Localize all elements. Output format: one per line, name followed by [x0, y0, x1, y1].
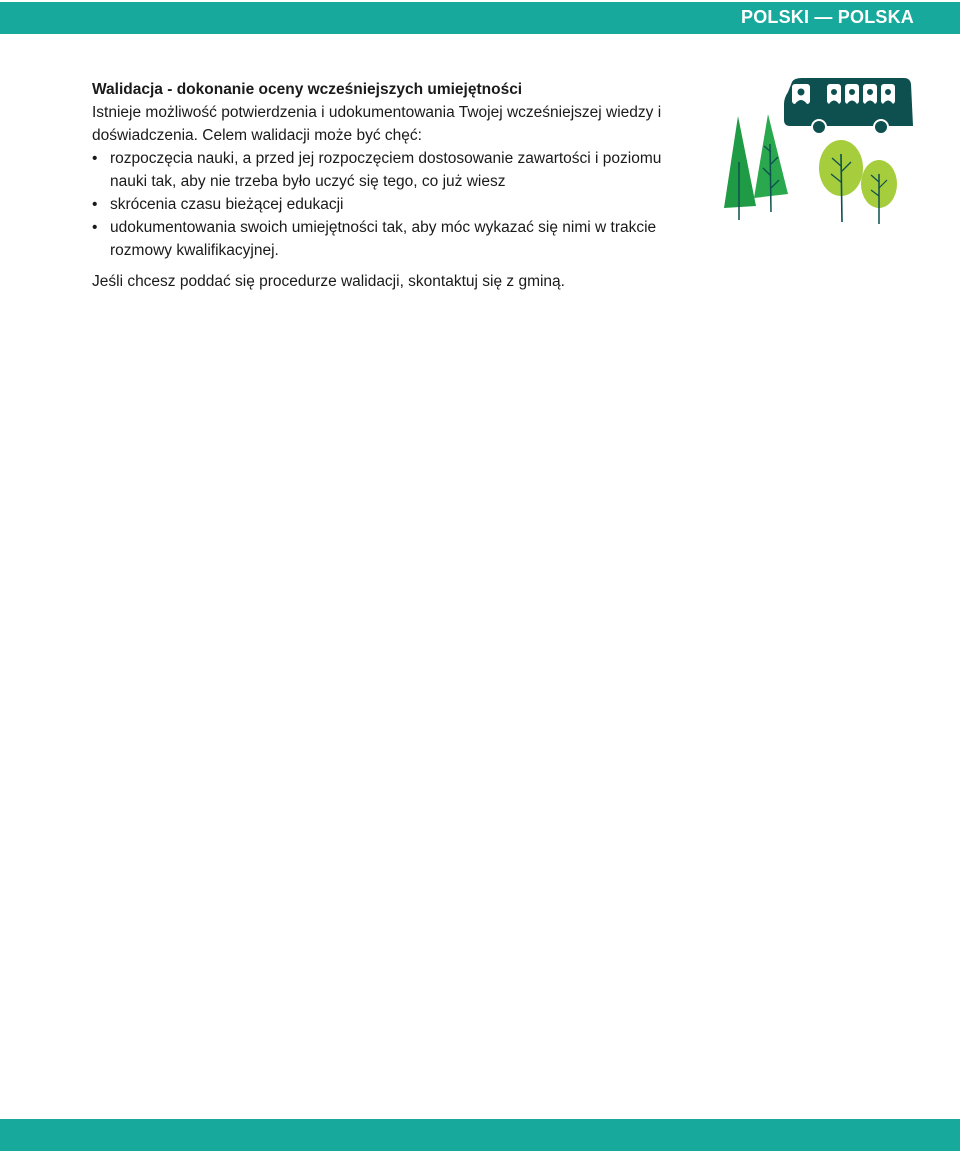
bullet-icon: •	[92, 150, 98, 167]
bullet-icon: •	[92, 219, 98, 236]
list-item-text: rozpoczęcia nauki, a przed jej rozpoczęciem dostosowanie zawartości i poziomu nauki tak, aby nie trzeba było uczyć się tego, co już wiesz	[110, 150, 662, 190]
list-item-text: skrócenia czasu bieżącej edukacji	[110, 196, 344, 213]
bus-wheel-back	[874, 120, 888, 134]
round-tree-icon	[819, 140, 897, 224]
list-item	[92, 193, 672, 216]
section-outro: Jeśli chcesz poddać się procedurze walidacji, skontaktuj się z gminą.	[92, 273, 565, 290]
bottom-banner	[0, 1119, 960, 1151]
list-item	[92, 147, 672, 193]
section-heading: Walidacja - dokonanie oceny wcześniejszych umiejętności	[92, 81, 523, 98]
passenger-head	[867, 89, 873, 95]
list-item-text: udokumentowania swoich umiejętności tak, aby móc wykazać się nimi w trakcie rozmowy kwalifikacyjnej.	[110, 219, 657, 259]
language-label: POLSKI — POLSKA	[740, 7, 914, 27]
main-content	[92, 78, 672, 293]
section-intro: Istnieje możliwość potwierdzenia i udokumentowania Twojej wcześniejszej wiedzy i doświadczenia. Celem walidacji może być chęć:	[92, 104, 662, 144]
bus-wheel-front	[812, 120, 826, 134]
bus-and-trees-illustration	[720, 74, 916, 226]
bus-icon	[784, 78, 913, 134]
top-banner	[0, 2, 960, 34]
list-item	[92, 216, 672, 262]
conifer-tree-icon	[724, 114, 788, 220]
conifer-left	[724, 116, 756, 208]
passenger-head	[849, 89, 855, 95]
passenger-head	[885, 89, 891, 95]
passenger-head	[831, 89, 837, 95]
bullet-list	[92, 147, 672, 262]
passenger-head	[798, 89, 805, 96]
bullet-icon: •	[92, 196, 98, 213]
